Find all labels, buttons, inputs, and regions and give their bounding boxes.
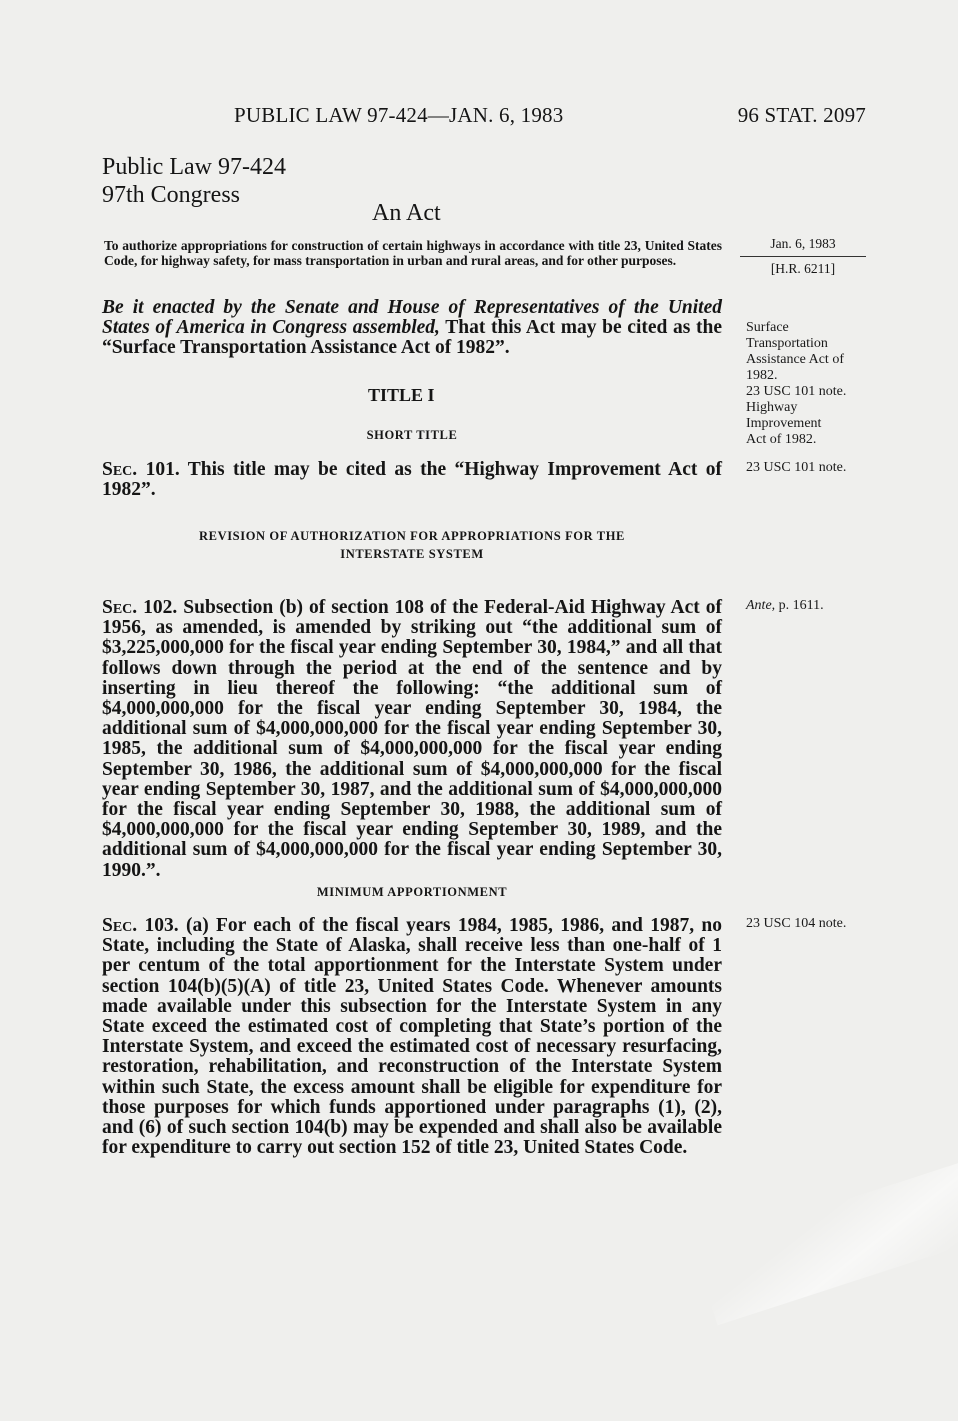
public-law-number: Public Law 97-424 bbox=[102, 154, 286, 180]
margin-note-line: Assistance Act of bbox=[746, 352, 844, 367]
margin-note-line: Highway bbox=[746, 400, 798, 415]
section-103-label: Sec. 103. bbox=[102, 915, 179, 936]
public-law-heading bbox=[102, 153, 286, 209]
section-101-label: Sec. 101. bbox=[102, 459, 180, 480]
enacting-clause-italic: Be it enacted by the Senate and House of Representatives of the United States of America in Congress assembled, bbox=[102, 297, 722, 339]
revision-heading-line1: REVISION OF AUTHORIZATION FOR APPROPRIATIONS FOR THE bbox=[199, 529, 625, 543]
revision-heading-line2: INTERSTATE SYSTEM bbox=[340, 547, 484, 561]
act-purpose: To authorize appropriations for construction of certain highways in accordance with title 23, United States Code, for highway safety, for mass transportation in urban and rural areas, and for other purposes. bbox=[104, 238, 722, 268]
revision-heading bbox=[102, 527, 722, 563]
margin-note-line: Improvement bbox=[746, 416, 822, 431]
running-header: PUBLIC LAW 97-424—JAN. 6, 1983 bbox=[234, 103, 564, 127]
congress-number: 97th Congress bbox=[102, 182, 240, 208]
section-103-text: (a) For each of the fiscal years 1984, 1985, 1986, and 1987, no State, including the State of Alaska, shall receive less than one-half of 1 per centum of the total apportionment for the Interstate System under section 104(b)(5)(A) of title 23, United States Code. Whenever amounts made available under this subsection for the Interstate System in any State exceed the estimated cost of completing that State’s portion of the Interstate System, and exceed the estimated cost of necessary resurfacing, restoration, rehabilitation, and reconstruction of the Interstate System within such State, the excess amount shall be eligible for expenditure for those purposes for which funds apportioned under paragraphs (1), (2), and (6) of such section 104(b) may be expended and shall also be available for expenditure to carry out section 152 of title 23, United States Code. bbox=[102, 915, 722, 1159]
enactment-sidenote bbox=[740, 236, 866, 277]
margin-note-line: 1982. bbox=[746, 368, 778, 383]
margin-note-ante-rest: p. 1611. bbox=[775, 598, 824, 613]
margin-note-sec101: 23 USC 101 note. bbox=[746, 460, 847, 475]
section-101 bbox=[102, 460, 722, 500]
margin-note-ante bbox=[746, 598, 876, 614]
act-heading: An Act bbox=[372, 200, 441, 226]
section-103 bbox=[102, 916, 722, 1158]
margin-note-line: Transportation bbox=[746, 336, 828, 351]
margin-note-sec103: 23 USC 104 note. bbox=[746, 916, 847, 931]
margin-note-line: 23 USC 101 note. bbox=[746, 384, 847, 399]
margin-note-short-titles bbox=[746, 320, 876, 448]
margin-note-line: Surface bbox=[746, 320, 789, 335]
bill-number: [H.R. 6211] bbox=[770, 261, 836, 276]
margin-note-ante-italic: Ante, bbox=[746, 598, 776, 613]
stat-page-number: 96 STAT. 2097 bbox=[737, 103, 866, 127]
title-heading: TITLE I bbox=[368, 385, 435, 405]
enactment-date: Jan. 6, 1983 bbox=[740, 236, 866, 257]
short-title-heading: SHORT TITLE bbox=[366, 428, 458, 442]
section-101-text: This title may be cited as the “Highway Improvement Act of 1982”. bbox=[102, 459, 722, 501]
margin-note-line: Act of 1982. bbox=[746, 432, 817, 447]
section-102 bbox=[102, 598, 722, 881]
section-102-text: Subsection (b) of section 108 of the Federal-Aid Highway Act of 1956, as amended, is amended by striking out “the additional sum of $3,225,000,000 for the fiscal year ending September 30, 1984,” and all that follows down through the period at the end of the sentence and by inserting in lieu thereof the following: “the additional sum of $4,000,000,000 for the fiscal year ending September 30, 1984, the additional sum of $4,000,000,000 for the fiscal year ending September 30, 1985, the additional sum of $4,000,000,000 for the fiscal year ending September 30, 1986, the additional sum of $4,000,000,000 for the fiscal year ending September 30, 1987, and the additional sum of $4,000,000,000 for the fiscal year ending September 30, 1988, the additional sum of $4,000,000,000 for the fiscal year ending September 30, 1989, and the additional sum of $4,000,000,000 for the fiscal year ending September 30, 1990.”. bbox=[102, 597, 722, 881]
scan-smudge bbox=[693, 1157, 958, 1326]
minimum-apportionment-heading: MINIMUM APPORTIONMENT bbox=[316, 885, 508, 899]
section-102-label: Sec. 102. bbox=[102, 597, 178, 618]
enacting-clause bbox=[102, 298, 722, 359]
enacting-clause-rest: That this Act may be cited as the “Surface Transportation Assistance Act of 1982”. bbox=[102, 317, 722, 359]
